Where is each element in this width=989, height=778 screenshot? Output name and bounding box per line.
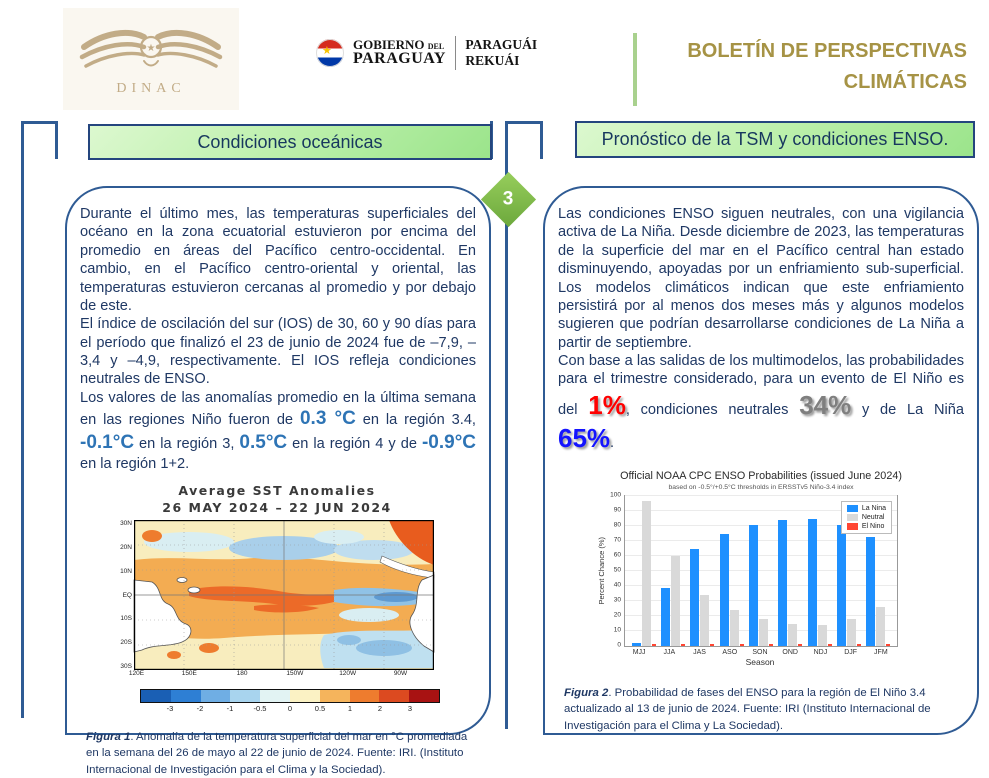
bar-el-nino [681, 644, 685, 646]
bar-neutral [847, 619, 856, 646]
chart-plot [624, 495, 898, 647]
nino4-anomaly-value: 0.5°C [239, 432, 288, 454]
colorbar-swatches [140, 689, 440, 703]
chart-title: Official NOAA CPC ENSO Probabilities (issued June 2024) [620, 470, 902, 483]
colorbar-ticks: -3 -2 -1 -0.5 0 0.5 1 2 3 [166, 704, 413, 714]
forecast-paragraph-1: Las condiciones ENSO siguen neutrales, con una vigilancia activa de La Niña. Desde diciembre de 2023, las temperaturas de la superficie del mar en el Pacífico central han estado disminuyendo, apoyadas por un enfriamiento sub-superficial. Los modelos climáticos indican que este enfriamiento persistirá por al menos dos meses más y algunos modelos sugieren que podrían desarrollarse condiciones de La Niña a partir de septiembre. [558, 206, 964, 351]
chart-ylabel: Percent Chance (%) [597, 537, 606, 606]
enso-forecast-panel [543, 186, 979, 735]
bar-group-son [749, 525, 773, 647]
bar-neutral [730, 610, 739, 646]
bar-el-nino [857, 644, 861, 646]
bar-el-nino [886, 644, 890, 646]
page-title: BOLETÍN DE PERSPECTIVAS CLIMÁTICAS [687, 40, 967, 93]
bar-group-jja [661, 556, 685, 646]
bar-group-jfm [866, 537, 890, 647]
dinac-star-icon: ★ [146, 43, 156, 54]
map-lon-ticks: 120E 150E 180 150W 120W 90W [128, 670, 408, 678]
logo-divider [455, 36, 457, 70]
neutral-probability: 34% [799, 389, 852, 420]
left-bracket-tick [55, 121, 58, 159]
bar-la-nina [778, 520, 787, 646]
map-title: Average SST Anomalies 26 MAY 2024 – 22 JUN 2024 [162, 483, 392, 516]
bar-el-nino [798, 644, 802, 646]
figure1-caption: Figura 1. Anomalía de la temperatura superficial del mar en °C promediada en la semana del 26 de mayo al 22 de junio de 2024. Fuente: IRI. (Instituto Internacional de Investigación para el Clima y la Sociedad). [86, 731, 468, 776]
left-bracket-top [21, 121, 58, 124]
bar-neutral [642, 501, 651, 647]
forecast-paragraph-2: Con base a las salidas de los multimodelos, las probabilidades para el trimestre considerado, para un evento de El Niño es del 1%, condiciones neutrales 34% y de La Niña 65%. [558, 353, 965, 453]
bar-group-aso [720, 534, 744, 647]
nino34-anomaly-value: 0.3 °C [299, 408, 356, 430]
bar-la-nina [661, 588, 670, 647]
bar-la-nina [749, 525, 758, 647]
gobierno-wordmark: GOBIERNO DEL PARAGUAY [353, 36, 446, 68]
section-header-oceanic-label: Condiciones oceánicas [197, 131, 383, 152]
bar-neutral [671, 556, 680, 646]
bar-group-jas [690, 549, 714, 647]
left-bracket-line [21, 121, 24, 718]
dinac-logo [63, 8, 239, 110]
la-nina-probability: 65% [558, 422, 611, 453]
bar-la-nina [690, 549, 699, 647]
figure2-caption: Figura 2. Probabilidad de fases del ENSO para la región de El Niño 3.4 actualizado al 13 de junio de 2024. Fuente: IRI (Instituto Internacional de Investigación para el Clima y La Sociedad). [564, 687, 931, 732]
bar-el-nino [740, 644, 744, 646]
dinac-wordmark: DINAC [116, 81, 186, 96]
bar-el-nino [652, 644, 656, 646]
bar-group-mjj [632, 501, 656, 647]
section-header-forecast-label: Pronóstico de la TSM y condiciones ENSO. [601, 129, 949, 149]
bar-neutral [788, 624, 797, 647]
bar-neutral [818, 625, 827, 646]
bar-neutral [700, 595, 709, 646]
sst-anomaly-map [134, 520, 434, 670]
title-accent-bar [633, 33, 637, 106]
bar-neutral [759, 619, 768, 646]
chart-subtitle: based on -0.5°/+0.5°C thresholds in ERSSTv5 Niño-3.4 index [668, 484, 854, 492]
bar-la-nina [837, 525, 846, 647]
paraguai-rekuai-wordmark: PARAGUÁI REKUÁI [465, 37, 538, 68]
chart-legend: La Nina Neutral El Nino [841, 501, 892, 534]
el-nino-probability: 1% [588, 389, 626, 420]
bar-group-djf [837, 525, 861, 647]
map-colorbar [140, 689, 440, 715]
bar-group-ond [778, 520, 802, 646]
gobierno-paraguay-logo [316, 36, 537, 70]
oceanic-paragraph-3: Los valores de las anomalías promedio en la última semana en las regiones Niño fueron de 0.3 °C en la región 3.4, -0.1°C en la región 3, 0.5°C en la región 4 y de -0.9°C en la región 1+2. [80, 389, 477, 472]
section-header-oceanic [88, 124, 492, 160]
bar-el-nino [710, 644, 714, 646]
paraguay-flag-icon [316, 39, 344, 67]
mid-bracket-top [505, 121, 543, 124]
nino3-anomaly-value: -0.1°C [80, 432, 135, 454]
nino12-anomaly-value: -0.9°C [421, 432, 477, 454]
oceanic-paragraph-1: Durante el último mes, las temperaturas superficiales del océano en la zona ecuatorial estuvieron por encima del promedio en áreas del Pacífico centro-occidental. En cambio, en el Pacífico centro-oriental y oriental, las temperaturas estuvieron cercanas al promedio y por debajo de este. [80, 206, 476, 314]
bar-la-nina [808, 519, 817, 647]
page-number: 3 [503, 188, 514, 210]
mid-bracket-tick [540, 121, 543, 159]
bar-group-ndj [808, 519, 832, 647]
bar-la-nina [720, 534, 729, 647]
chart-yticks: 0 10 20 30 40 50 60 70 80 90 100 [610, 491, 621, 649]
bar-el-nino [828, 644, 832, 646]
bar-el-nino [769, 644, 773, 646]
dinac-wings-icon [76, 21, 226, 85]
oceanic-conditions-panel [65, 186, 491, 776]
bar-la-nina [632, 643, 641, 646]
map-lat-ticks: 30N 20N 10N EQ 10S 20S 30S [120, 520, 132, 671]
section-header-forecast [575, 121, 975, 158]
oceanic-paragraph-2: El índice de oscilación del sur (IOS) de 30, 60 y 90 días para el período que finalizó el 23 de junio de 2024 fue de –7,9, –3,4 y –4,9, respectivamente. El IOS refleja condiciones neutrales de ENSO. [80, 316, 476, 388]
enso-probability-figure [596, 470, 926, 667]
bar-la-nina [866, 537, 875, 647]
flag-star-icon: ★ [322, 45, 332, 57]
sst-anomaly-figure [110, 483, 444, 715]
chart-xticks: MJJ JJA JAS ASO SON OND NDJ DJF JFM [632, 649, 888, 657]
bar-neutral [876, 607, 885, 646]
chart-xlabel: Season [745, 657, 775, 668]
